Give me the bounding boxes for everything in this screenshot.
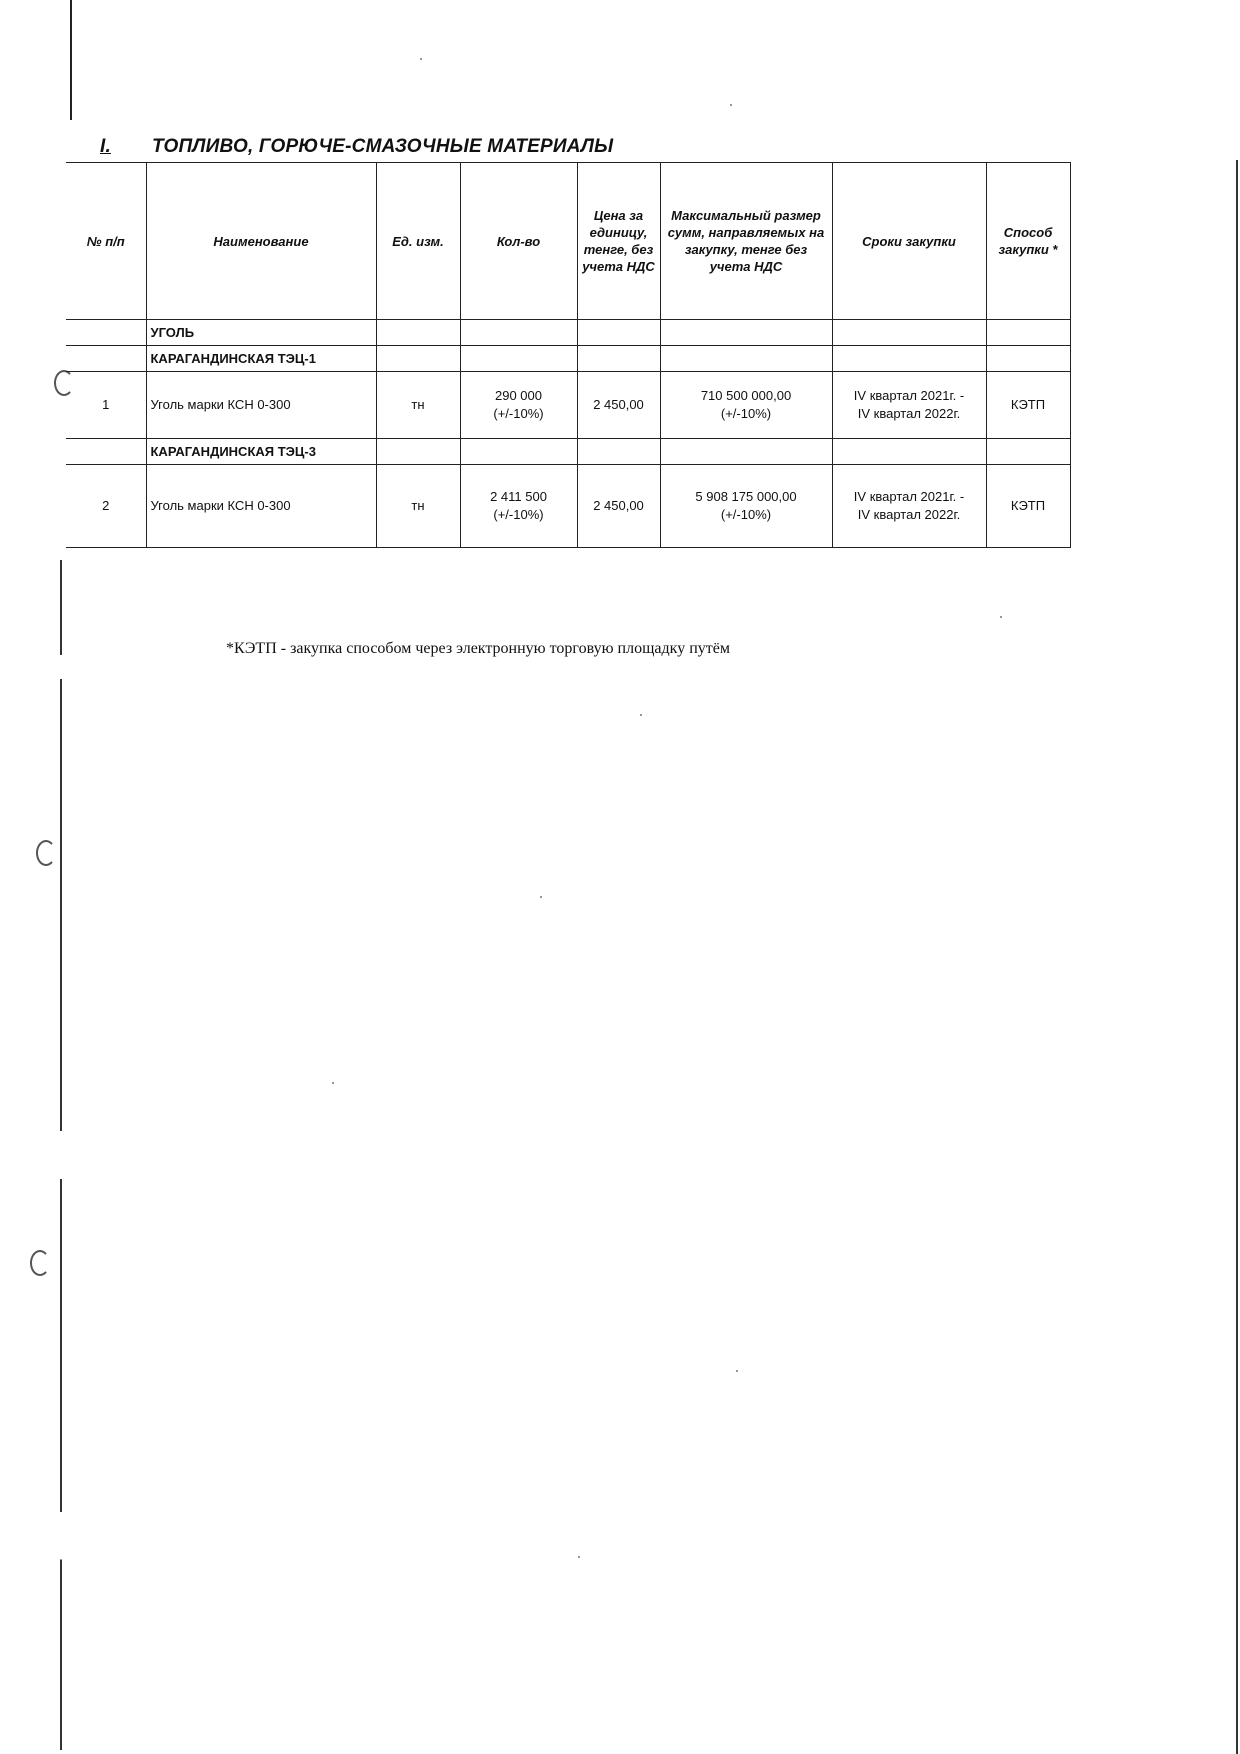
procurement-table — [66, 162, 1071, 548]
scan-speck — [540, 896, 542, 898]
punch-hole-mark — [36, 840, 56, 866]
cell-max-sum — [660, 372, 832, 439]
qty-value: 2 411 500 — [490, 489, 547, 504]
group-label: КАРАГАНДИНСКАЯ ТЭЦ-3 — [146, 439, 376, 465]
header-cell-qty: Кол-во — [460, 163, 577, 320]
table-header-row — [66, 163, 1070, 320]
max-sum-value: 5 908 175 000,00 — [695, 489, 797, 504]
scan-edge-line — [70, 0, 72, 120]
cell-period — [832, 465, 986, 548]
scan-speck — [420, 58, 422, 60]
cell-price: 2 450,00 — [577, 372, 660, 439]
period-end: IV квартал 2022г. — [857, 507, 961, 522]
scan-edge-line — [1236, 160, 1238, 1754]
header-cell-name: Наименование — [146, 163, 376, 320]
period-start: IV квартал 2021г. - — [853, 388, 965, 403]
section-number: I. — [100, 136, 111, 157]
scan-edge-line — [60, 560, 62, 1750]
header-cell-no: № п/п — [66, 163, 146, 320]
cell-qty — [460, 465, 577, 548]
section-title-text: ТОПЛИВО, ГОРЮЧЕ-СМАЗОЧНЫЕ МАТЕРИАЛЫ — [152, 136, 614, 157]
cell-max-sum — [660, 465, 832, 548]
cell-price: 2 450,00 — [577, 465, 660, 548]
cell-period — [832, 372, 986, 439]
cell-name: Уголь марки КСН 0-300 — [146, 372, 376, 439]
section-title — [100, 136, 613, 158]
header-cell-unit: Ед. изм. — [376, 163, 460, 320]
header-cell-method: Способ закупки * — [986, 163, 1070, 320]
header-cell-period: Сроки закупки — [832, 163, 986, 320]
table-row — [66, 465, 1070, 548]
cell-unit: тн — [376, 372, 460, 439]
qty-tolerance: (+/-10%) — [493, 507, 544, 522]
period-end: IV квартал 2022г. — [857, 406, 961, 421]
group-row — [66, 439, 1070, 465]
category-row — [66, 320, 1070, 346]
scan-speck — [1000, 616, 1002, 618]
cell-method: КЭТП — [986, 372, 1070, 439]
group-label: КАРАГАНДИНСКАЯ ТЭЦ-1 — [146, 346, 376, 372]
scan-speck — [332, 1082, 334, 1084]
cell-method: КЭТП — [986, 465, 1070, 548]
qty-value: 290 000 — [495, 388, 542, 403]
header-cell-max-sum: Максимальный размер сумм, направляемых на закупку, тенге без учета НДС — [660, 163, 832, 320]
cell-name: Уголь марки КСН 0-300 — [146, 465, 376, 548]
table-row — [66, 372, 1070, 439]
scan-speck — [736, 1370, 738, 1372]
cell-qty — [460, 372, 577, 439]
group-row — [66, 346, 1070, 372]
max-sum-tolerance: (+/-10%) — [720, 507, 772, 522]
max-sum-tolerance: (+/-10%) — [720, 406, 772, 421]
category-label: УГОЛЬ — [146, 320, 376, 346]
cell-unit: тн — [376, 465, 460, 548]
cell-no: 2 — [66, 465, 146, 548]
footnote: *КЭТП - закупка способом через электронную торговую площадку путём — [226, 640, 730, 657]
qty-tolerance: (+/-10%) — [493, 406, 544, 421]
period-start: IV квартал 2021г. - — [853, 489, 965, 504]
max-sum-value: 710 500 000,00 — [700, 388, 792, 403]
scan-speck — [640, 714, 642, 716]
cell-no: 1 — [66, 372, 146, 439]
header-cell-price: Цена за единицу, тенге, без учета НДС — [577, 163, 660, 320]
scan-speck — [578, 1556, 580, 1558]
punch-hole-mark — [30, 1250, 50, 1276]
scan-speck — [730, 104, 732, 106]
